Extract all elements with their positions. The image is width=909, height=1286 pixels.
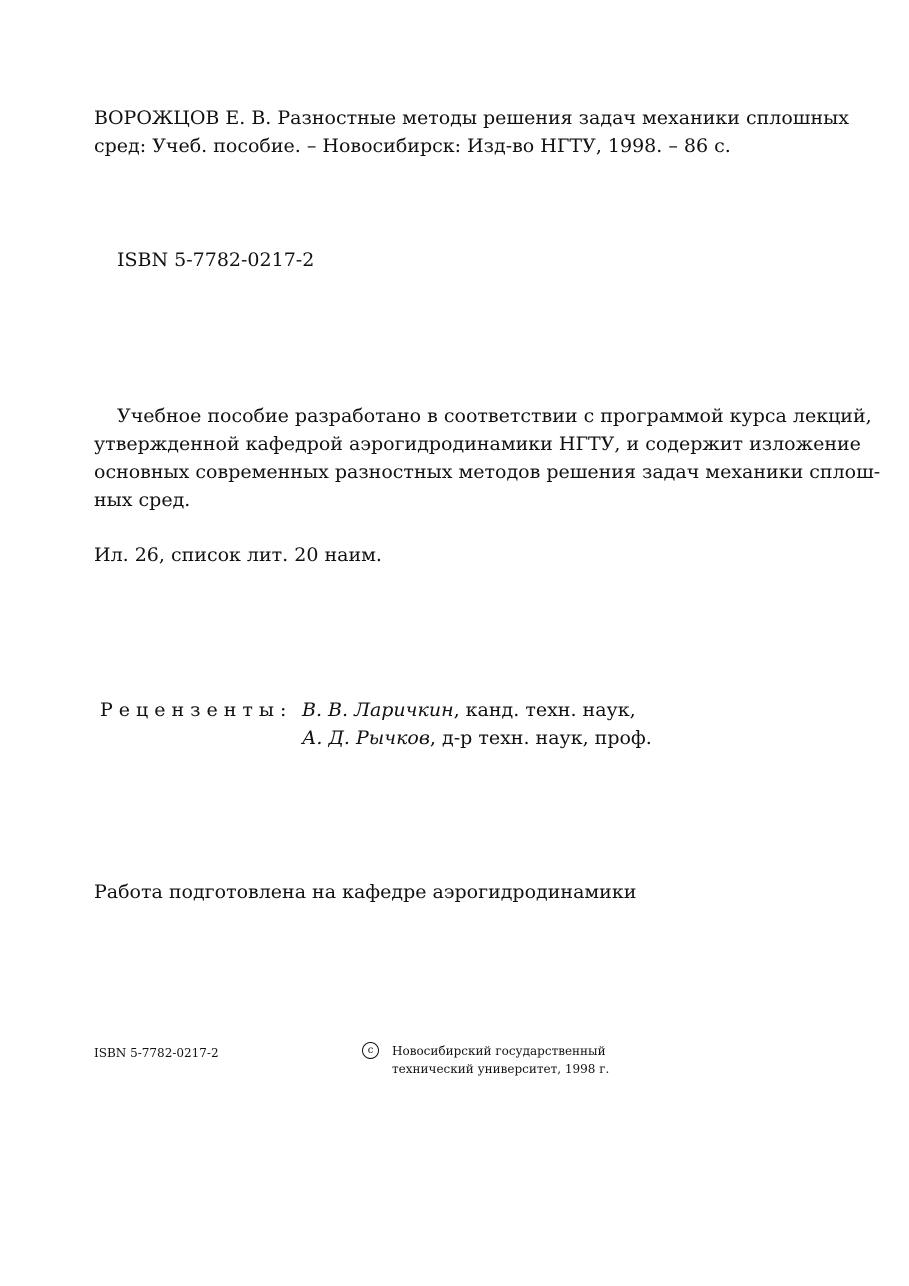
reviewer-entry [302,696,636,724]
copyright-icon: c [362,1042,379,1059]
reviewer-entry [302,724,652,752]
reviewers-heading: Рецензенты: [100,699,293,721]
department-note: Работа подготовлена на кафедре аэрогидродинамики [94,881,637,903]
reviewer-details: , д-р техн. наук, проф. [429,727,652,749]
isbn-bottom: ISBN 5-7782-0217-2 [94,1046,219,1060]
bibliographic-line-2: сред: Учеб. пособие. – Новосибирск: Изд-во НГТУ, 1998. – 86 с. [94,135,731,157]
bibliographic-line-1: ВОРОЖЦОВ Е. В. Разностные методы решения задач механики сплошных [94,107,849,129]
abstract-line-1: Учебное пособие разработано в соответствии с программой курса лекций, [117,405,872,427]
reviewer-details: , канд. техн. наук, [453,699,636,721]
illustrations-count: Ил. 26, список лит. 20 наим. [94,544,382,566]
copyright-line-2: технический университет, 1998 г. [392,1062,610,1076]
reviewer-name: В. В. Ларичкин [302,699,454,721]
abstract [94,402,881,514]
abstract-line-4: ных сред. [94,489,191,511]
reviewer-name: А. Д. Рычков [302,727,430,749]
copyright-line-1: Новосибирский государственный [392,1044,606,1058]
abstract-line-3: основных современных разностных методов решения задач механики сплош- [94,461,881,483]
isbn-top: ISBN 5-7782-0217-2 [117,249,315,271]
abstract-line-2: утвержденной кафедрой аэрогидродинамики НГТУ, и содержит изложение [94,433,861,455]
bibliographic-record [94,104,849,160]
copyright-text [392,1042,609,1078]
